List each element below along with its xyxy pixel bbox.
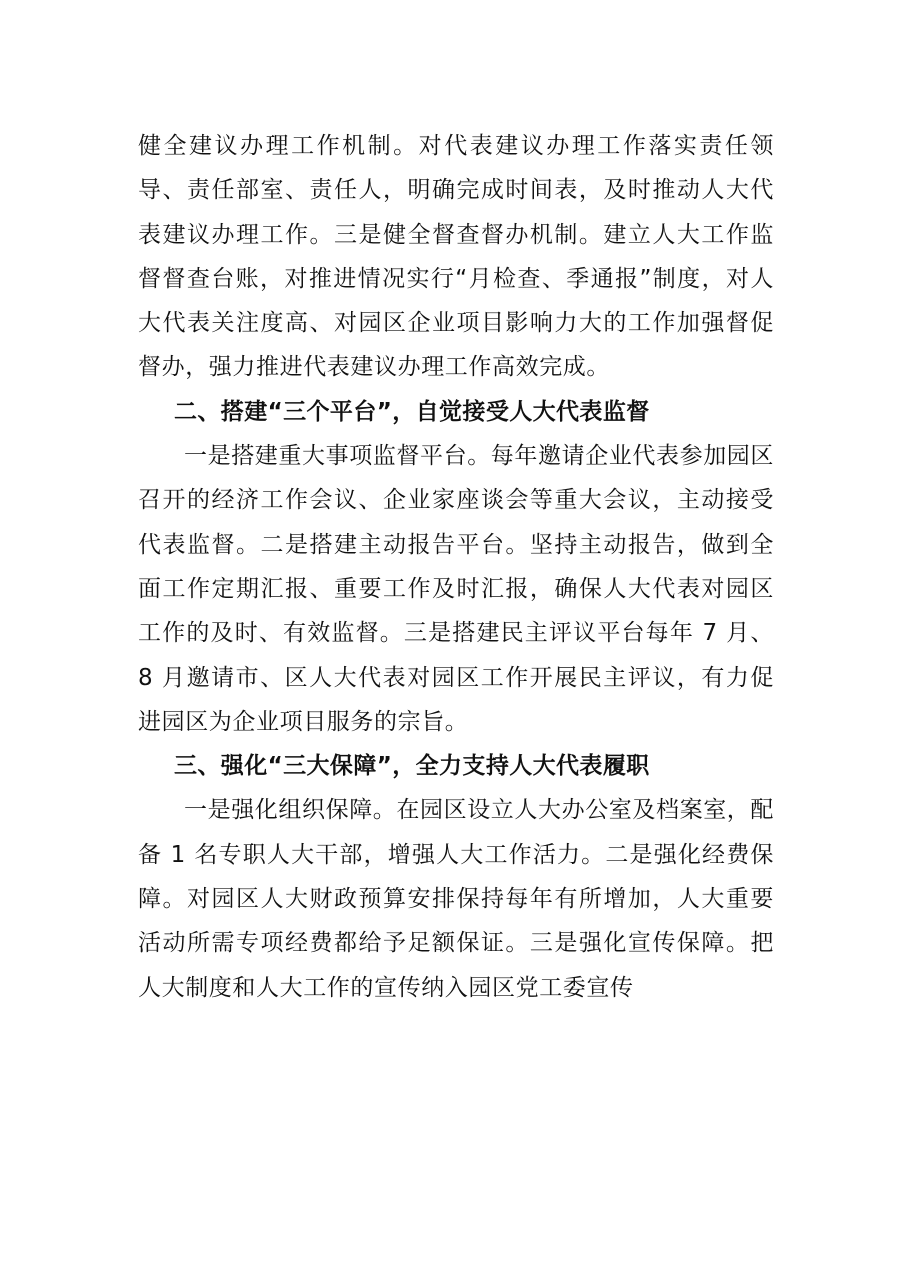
- paragraph-section-3: 一是强化组织保障。在园区设立人大办公室及档案室，配备 1 名专职人大干部，增强人大工作活力。二是强化经费保障。对园区人大财政预算安排保持每年有所增加，人大重要活动所需专项经费都给予足额保证。三是强化宣传保障。把人大制度和人大工作的宣传纳入园区党工委宣传: [138, 797, 774, 1001]
- section-heading-3: 三、强化“三大保障”，全力支持人大代表履职: [174, 753, 650, 780]
- section-heading-2: 二、搭建“三个平台”，自觉接受人大代表监督: [174, 398, 650, 425]
- paragraph-continued: 健全建议办理工作机制。对代表建议办理工作落实责任领导、责任部室、责任人，明确完成时间表，及时推动人大代表建议办理工作。三是健全督查督办机制。建立人大工作监督督查台账，对推进情况实行“月检查、季通报”制度，对人大代表关注度高、对园区企业项目影响力大的工作加强督促督办，强力推进代表建议办理工作高效完成。: [138, 133, 774, 381]
- document-page: [138, 124, 774, 1010]
- paragraph-section-2: 一是搭建重大事项监督平台。每年邀请企业代表参加园区召开的经济工作会议、企业家座谈会等重大会议，主动接受代表监督。二是搭建主动报告平台。坚持主动报告，做到全面工作定期汇报、重要工作及时汇报，确保人大代表对园区工作的及时、有效监督。三是搭建民主评议平台每年 7 月、8 月邀请市、区人大代表对园区工作开展民主评议，有力促进园区为企业项目服务的宗旨。: [138, 443, 774, 735]
